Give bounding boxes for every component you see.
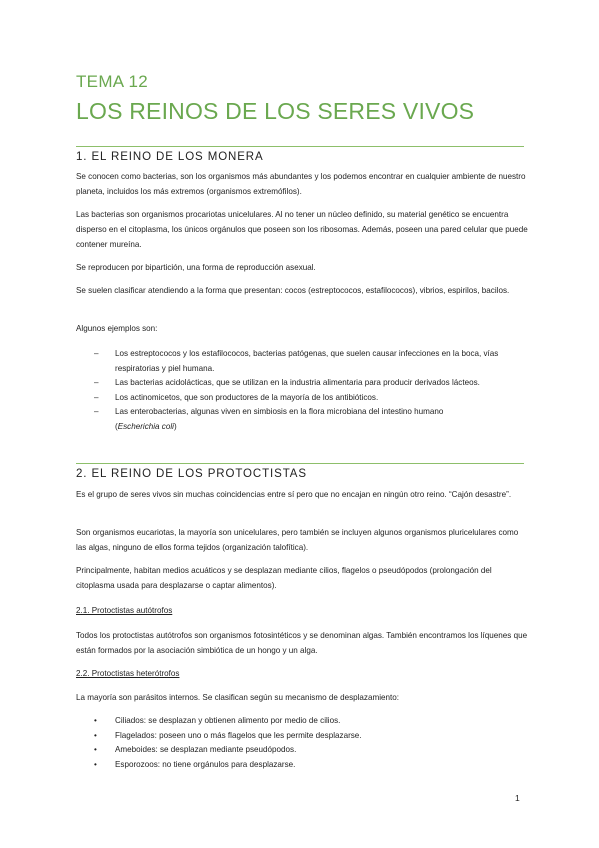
list-item [0, 376, 599, 391]
list-item-text-main: Las enterobacterias, algunas viven en simbiosis en la flora microbiana del intestino humano [115, 407, 444, 416]
bullet-icon: • [94, 730, 97, 740]
subsection-2-1-heading: 2.1. Protoctistas autótrofos [76, 606, 173, 615]
list-item [0, 743, 599, 758]
list-item-text: Ameboides: se desplazan mediante pseudópodos. [115, 745, 297, 754]
paragraph: Se reproducen por bipartición, una forma de reproducción asexual. [76, 263, 316, 272]
list-item [0, 714, 599, 729]
list-item [0, 758, 599, 773]
list-item-text [115, 405, 515, 434]
paragraph: Se suelen clasificar atendiendo a la forma que presentan: cocos (estreptococos, estafilococos), vibrios, espirilos, bacilos. [76, 286, 510, 295]
list-item-text: Esporozoos: no tiene orgánulos para desplazarse. [115, 759, 296, 769]
dash-bullet: – [94, 407, 99, 416]
paragraph: Se conocen como bacterias, son los organismos más abundantes y los podemos encontrar en cualquier ambiente de nuestro planeta, incluidos los más extremos (organismos extremófilos). [76, 172, 526, 196]
paragraph: Las bacterias son organismos procariotas unicelulares. Al no tener un núcleo definido, su material genético se encuentra disperso en el citoplasma, los únicos orgánulos que poseen son los ribosomas. Además, poseen una pared celular que puede contener mureína. [76, 210, 528, 249]
list-item-text: Los estreptococos y los estafilococos, bacterias patógenas, que suelen causar infecciones en la boca, vías respiratorias y piel humana. [115, 349, 499, 373]
bullet-icon: • [94, 745, 97, 754]
bullet-icon: • [94, 716, 97, 725]
paren-open: ( [115, 421, 118, 431]
dash-bullet: – [94, 392, 99, 402]
section-divider [76, 146, 524, 147]
species-name: Escherichia coli [117, 421, 174, 431]
paragraph: Algunos ejemplos son: [76, 324, 158, 333]
paragraph: Todos los protoctistas autótrofos son organismos fotosintéticos y se denominan algas. También encontramos los líquenes que están formados por la asociación simbiótica de un hongo y un alga. [76, 631, 528, 655]
list-item-text: Las bacterias acidolácticas, que se utilizan en la industria alimentaria para producir derivados lácteos. [115, 378, 480, 387]
dash-bullet: – [94, 378, 99, 387]
list-item [0, 729, 599, 744]
section-1-heading: 1. EL REINO DE LOS MONERA [76, 151, 264, 163]
paragraph: Principalmente, habitan medios acuáticos y se desplazan mediante cilios, flagelos o pseudópodos (prolongación del citoplasma usada para desplazarse o captar alimentos). [76, 566, 492, 590]
monera-examples-list [0, 347, 599, 434]
paragraph: Es el grupo de seres vivos sin muchas coincidencias entre sí pero que no encajan en ningún otro reino. “Cajón desastre”. [76, 490, 512, 499]
page-number: 1 [515, 793, 520, 803]
list-item-text: Flagelados: poseen uno o más flagelos que les permite desplazarse. [115, 730, 362, 740]
list-item-text: Ciliados: se desplazan y obtienen alimento por medio de cilios. [115, 716, 341, 725]
page-title: LOS REINOS DE LOS SERES VIVOS [76, 98, 475, 124]
paragraph: Son organismos eucariotas, la mayoría son unicelulares, pero también se incluyen algunos organismos pluricelulares como las algas, ninguno de ellos forma tejidos (organización talofítica). [76, 528, 519, 552]
paren-close: ) [173, 421, 177, 431]
topic-label: TEMA 12 [76, 72, 149, 91]
protoctista-types-list [0, 714, 599, 772]
list-item [0, 347, 599, 376]
bullet-icon: • [94, 759, 97, 769]
dash-bullet: – [94, 349, 99, 358]
section-2-heading: 2. EL REINO DE LOS PROTOCTISTAS [76, 468, 307, 480]
subsection-2-2-heading: 2.2. Protoctistas heterótrofos [76, 669, 180, 678]
paragraph: La mayoría son parásitos internos. Se clasifican según su mecanismo de desplazamiento: [76, 693, 400, 702]
list-item [0, 405, 599, 434]
list-item-text: Los actinomicetos, que son productores de la mayoría de los antibióticos. [115, 392, 379, 402]
list-item [0, 391, 599, 406]
section-divider [76, 463, 524, 464]
